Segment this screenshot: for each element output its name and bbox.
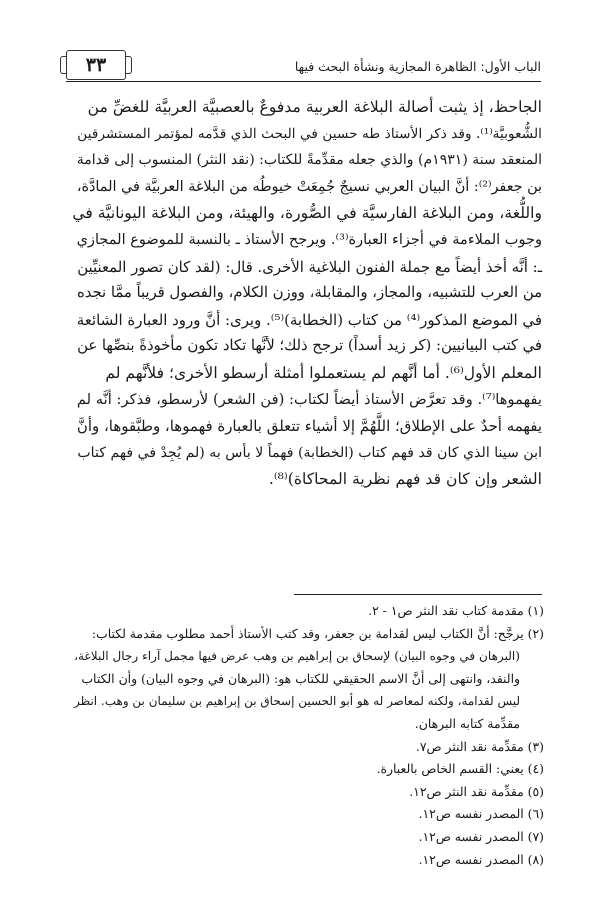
- footnote-line: (٣) مقدِّمة نقد النثر ص٧.: [415, 738, 544, 754]
- footnote-line: (البرهان في وجوه البيان) لإسحاق بن إبراهيم بن وهب عرض فيها مجمل آراء رجال البلاغة،: [74, 649, 520, 664]
- running-title: الباب الأول: الظاهرة المجازية ونشأة البحث فيها: [294, 59, 541, 74]
- body-line: المعلم الأول⁽⁶⁾. أما أنَّهم لم يستعملوا أمثلة أرسطو الأخرى؛ فلأنَّهم لم: [105, 363, 542, 382]
- header-rule: [66, 81, 541, 82]
- body-line: الشُّعوبيَّة⁽¹⁾. وقد ذكر الأستاذ طه حسين في البحث الذي قدَّمه لمؤتمر المستشرقين: [77, 125, 542, 142]
- footnote-line: (٧) المصدر نفسه ص١٢.: [418, 828, 544, 844]
- body-line: من العرب للتشبيه، والمجاز، والمقابلة، ووزن الكلام، والفصول قريباً ممَّا نجده: [77, 284, 542, 302]
- footnote-line: (٦) المصدر نفسه ص١٢.: [418, 806, 544, 822]
- body-line: المنعقد سنة (١٩٣١م) والذي جعله مقدِّمةً للكتاب: (نقد النثر) المنسوب إلى قدامة: [76, 152, 542, 169]
- body-line: واللُّغة، ومن البلاغة الفارسيَّة في الصُّورة، والهيئة، ومن البلاغة اليونانيَّة في: [72, 204, 542, 223]
- page-header: [66, 50, 541, 84]
- body-line: الجاحظ، إذ يثبت أصالة البلاغة العربية مدفوعٌ بالعصبيَّة العربيَّة للغضِّ من: [87, 98, 542, 116]
- footnote-separator: [294, 594, 542, 595]
- body-line: في الموضع المذكور⁽⁴⁾ من كتاب (الخطابة)⁽⁵⁾. ويرى: أنَّ ورود العبارة الشائعة: [76, 310, 542, 329]
- body-line: في كتب البيانيين: (كر زيد أسداً) ترجح ذلك؛ لأنَّها تكاد تكون مأخوذةً بنصِّها عن: [77, 337, 542, 355]
- footnote-line: (٢) يرجَّح: أنَّ الكتاب ليس لقدامة بن جعفر، وقد كتب الأستاذ أحمد مطلوب مقدمة لكتاب:: [91, 625, 544, 641]
- body-line: يفهموها⁽⁷⁾. وقد تعرَّض الأستاذ أيضاً لكتاب: (فن الشعر) لأرسطو، فذكر: أنَّه لم: [76, 390, 542, 408]
- footnote-line: (٨) المصدر نفسه ص١٢.: [418, 851, 544, 867]
- footnote-line: ليس لقدامة، ولكنه لمعاصر له هو أبو الحسين إسحاق بن إبراهيم بن سليمان بن وهب. انظر: [74, 694, 520, 709]
- footnotes: [70, 600, 544, 871]
- body-line: وجوب الملاءمة في أجزاء العبارة⁽³⁾. ويرجح الأستاذ ـ بالنسبة للموضوع المجازي: [76, 231, 542, 248]
- footnote-line: (٤) يعني: القسم الخاص بالعبارة.: [376, 761, 544, 777]
- body-line: يفهمه أحدٌ على الإطلاق؛ اللَّهُمَّ إلا أشياء تتعلق بالعبارة فهموها، وطبَّقوها، وأنَّ: [76, 417, 542, 436]
- body-line: بن جعفر⁽²⁾: أنَّ البيان العربي نسيجٌ جُمِعَتْ خيوطُه من البلاغة العربيَّة في المادَّة،: [76, 178, 542, 195]
- footnote-line: (١) مقدمة كتاب نقد النثر ص١ - ٢.: [368, 603, 544, 618]
- footnote-line: (٥) مقدِّمة نقد النثر ص١٢.: [409, 783, 544, 799]
- footnote-line: والنقد، وانتهى إلى أنَّ الاسم الحقيقي للكتاب هو: (البرهان في وجوه البيان) وأن الكتاب: [81, 670, 520, 686]
- page-number: ٣٣: [66, 50, 126, 80]
- footnote-line: مقدِّمة كتابه البرهان.: [414, 715, 520, 731]
- body-line: الشعر وإن كان قد فهم نظرية المحاكاة)⁽⁸⁾.: [268, 470, 542, 489]
- body-text: [72, 94, 542, 493]
- body-line: ابن سينا الذي كان قد فهم كتاب (الخطابة) فهماً لا بأس به (لم يُجِدْ في فهم كتاب: [77, 444, 542, 461]
- body-line: ـ: أنَّه أخذ أيضاً مع جملة الفنون البلاغية الأخرى. قال: (لقد كان تصور المعنيِّين: [77, 257, 542, 276]
